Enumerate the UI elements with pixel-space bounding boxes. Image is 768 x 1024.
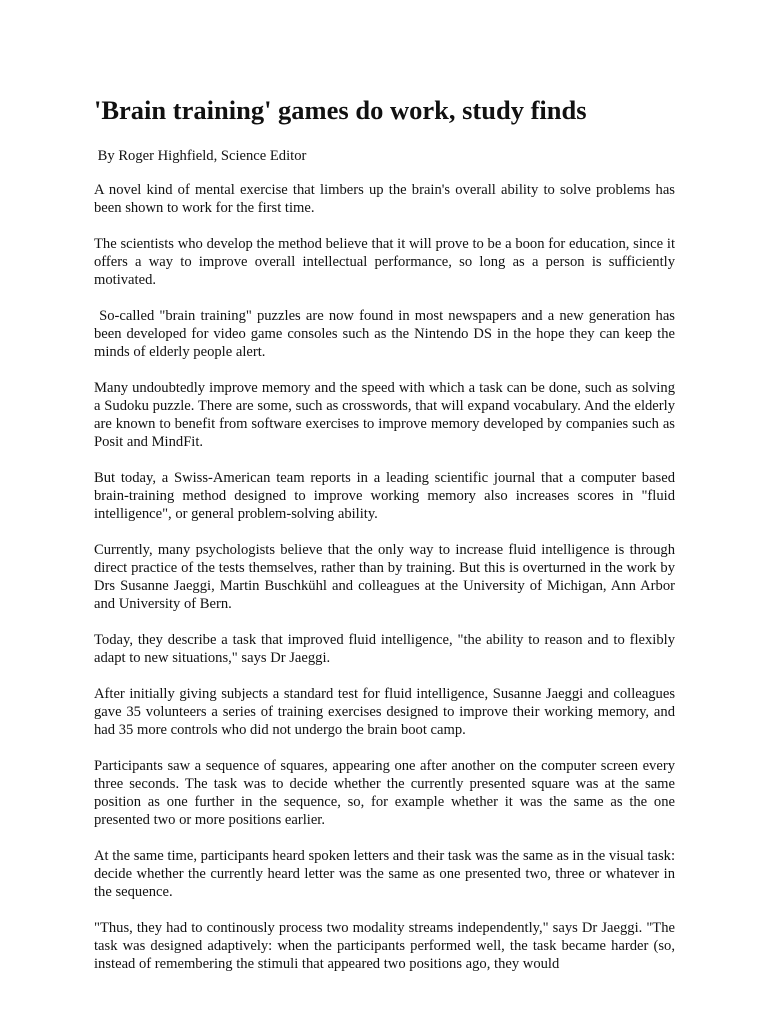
paragraph: "Thus, they had to continously process two modality streams independently," says Dr Jaeggi. "The task was designed adaptively: when the participants performed well, the task became harder (so, instead of remembering the stimuli that appeared two positions ago, they would — [94, 920, 679, 972]
paragraph: At the same time, participants heard spoken letters and their task was the same as in the visual task: decide whether the currently heard letter was the same as one presented two, three or whatever in the sequence. — [94, 848, 679, 900]
paragraph: Currently, many psychologists believe that the only way to increase fluid intelligence is through direct practice of the tests themselves, rather than by training. But this is overturned in the work by Drs Susanne Jaeggi, Martin Buschkühl and colleagues at the University of Michigan, Ann Arbor and University of Bern. — [94, 542, 679, 612]
paragraph: But today, a Swiss-American team reports in a leading scientific journal that a computer based brain-training method designed to improve working memory also increases scores in "fluid intelligence", or general problem-solving ability. — [94, 470, 679, 522]
paragraph: Participants saw a sequence of squares, appearing one after another on the computer screen every three seconds. The task was to decide whether the currently presented square was at the same position as one further in the sequence, so, for example whether it was the same as the one presented two or more positions earlier. — [94, 758, 679, 828]
article-headline: 'Brain training' games do work, study finds — [94, 95, 587, 125]
article-body — [94, 181, 679, 991]
paragraph: Today, they describe a task that improved fluid intelligence, "the ability to reason and to flexibly adapt to new situations," says Dr Jaeggi. — [94, 632, 679, 666]
paragraph: Many undoubtedly improve memory and the speed with which a task can be done, such as solving a Sudoku puzzle. There are some, such as crosswords, that will expand vocabulary. And the elderly are known to benefit from software exercises to improve memory developed by companies such as Posit and MindFit. — [94, 380, 679, 450]
paragraph: A novel kind of mental exercise that limbers up the brain's overall ability to solve problems has been shown to work for the first time. — [94, 182, 679, 216]
paragraph: The scientists who develop the method believe that it will prove to be a boon for education, since it offers a way to improve overall intellectual performance, so long as a person is sufficiently motivated. — [94, 236, 679, 288]
article-byline: By Roger Highfield, Science Editor — [94, 148, 307, 164]
paragraph: After initially giving subjects a standard test for fluid intelligence, Susanne Jaeggi and colleagues gave 35 volunteers a series of training exercises designed to improve their working memory, and had 35 more controls who did not undergo the brain boot camp. — [94, 686, 679, 738]
paragraph: So-called "brain training" puzzles are now found in most newspapers and a new generation has been developed for video game consoles such as the Nintendo DS in the hope they can keep the minds of elderly people alert. — [94, 308, 679, 360]
